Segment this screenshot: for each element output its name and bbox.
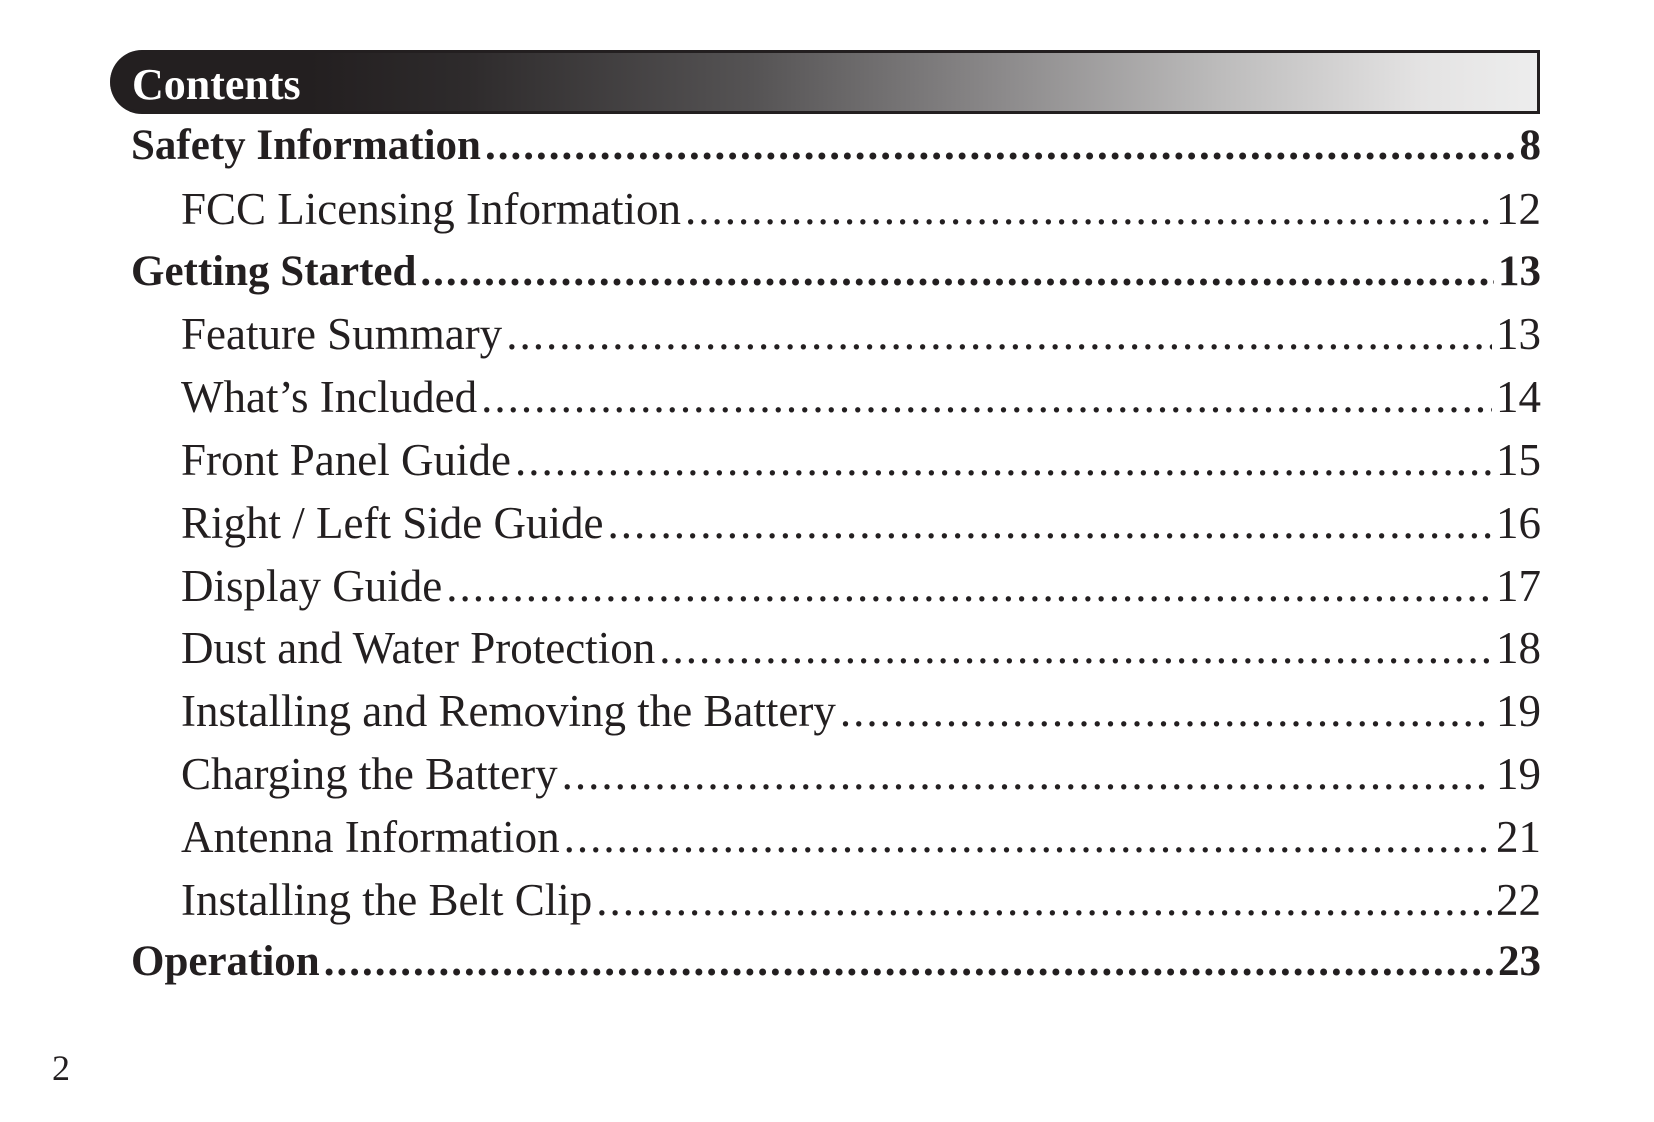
dot-leader (607, 492, 1492, 555)
toc-entry-page: 21 (1496, 811, 1541, 862)
toc-entry-page: 8 (1519, 122, 1541, 169)
toc-entry-page: 14 (1496, 372, 1541, 423)
toc-entry-title: What’s Included (181, 372, 478, 423)
dot-leader (596, 869, 1492, 932)
toc-entry-title: Front Panel Guide (181, 434, 511, 485)
toc-entry-page: 19 (1496, 748, 1541, 799)
toc-entry-page: 18 (1496, 623, 1541, 674)
toc-entry-installing-and-removing-the-battery[interactable] (131, 680, 1541, 743)
toc-entry-title: Charging the Battery (181, 748, 558, 799)
dot-leader (840, 680, 1492, 743)
toc-entry-title: Installing and Removing the Battery (181, 686, 836, 737)
contents-header-bar (110, 50, 1540, 114)
dot-leader (506, 303, 1492, 366)
toc-entry-title: Feature Summary (181, 309, 503, 360)
toc-entry-feature-summary[interactable] (131, 303, 1541, 366)
toc-entry-title: FCC Licensing Information (181, 183, 681, 234)
toc-entry-page: 13 (1498, 247, 1541, 295)
toc-entry-title: Right / Left Side Guide (181, 497, 604, 548)
toc-entry-page: 12 (1496, 183, 1541, 234)
toc-entry-installing-the-belt-clip[interactable] (131, 869, 1541, 932)
toc-entry-safety-information[interactable] (131, 115, 1541, 178)
toc-entry-title: Operation (131, 938, 320, 986)
toc-entry-dust-and-water-protection[interactable] (131, 617, 1541, 680)
toc-entry-title: Antenna Information (181, 811, 560, 862)
dot-leader (562, 743, 1492, 806)
toc-entry-page: 13 (1496, 309, 1541, 360)
dot-leader (564, 806, 1492, 869)
toc-entry-page: 23 (1498, 938, 1541, 986)
toc-entry-title: Dust and Water Protection (181, 623, 656, 674)
table-of-contents (131, 115, 1541, 994)
toc-entry-fcc-licensing-information[interactable] (131, 178, 1541, 241)
dot-leader (420, 241, 1494, 304)
dot-leader (485, 115, 1516, 178)
toc-entry-title: Installing the Belt Clip (181, 874, 593, 925)
dot-leader (685, 178, 1492, 241)
toc-entry-page: 15 (1496, 434, 1541, 485)
dot-leader (515, 429, 1492, 492)
toc-entry-title: Safety Information (131, 122, 481, 169)
dot-leader (446, 555, 1492, 618)
contents-heading: Contents (132, 60, 301, 109)
toc-entry-page: 22 (1496, 874, 1541, 925)
toc-entry-charging-the-battery[interactable] (131, 743, 1541, 806)
toc-entry-front-panel-guide[interactable] (131, 429, 1541, 492)
page-number: 2 (52, 1048, 70, 1088)
dot-leader (324, 931, 1494, 994)
toc-entry-page: 16 (1496, 497, 1541, 548)
toc-entry-whats-included[interactable] (131, 366, 1541, 429)
dot-leader (481, 366, 1492, 429)
dot-leader (659, 617, 1492, 680)
toc-entry-title: Display Guide (181, 560, 443, 611)
toc-entry-title: Getting Started (131, 247, 417, 295)
toc-entry-getting-started[interactable] (131, 241, 1541, 304)
toc-entry-right-left-side-guide[interactable] (131, 492, 1541, 555)
toc-entry-antenna-information[interactable] (131, 806, 1541, 869)
toc-entry-page: 17 (1496, 560, 1541, 611)
toc-entry-display-guide[interactable] (131, 555, 1541, 618)
toc-entry-page: 19 (1496, 686, 1541, 737)
toc-entry-operation[interactable] (131, 931, 1541, 994)
